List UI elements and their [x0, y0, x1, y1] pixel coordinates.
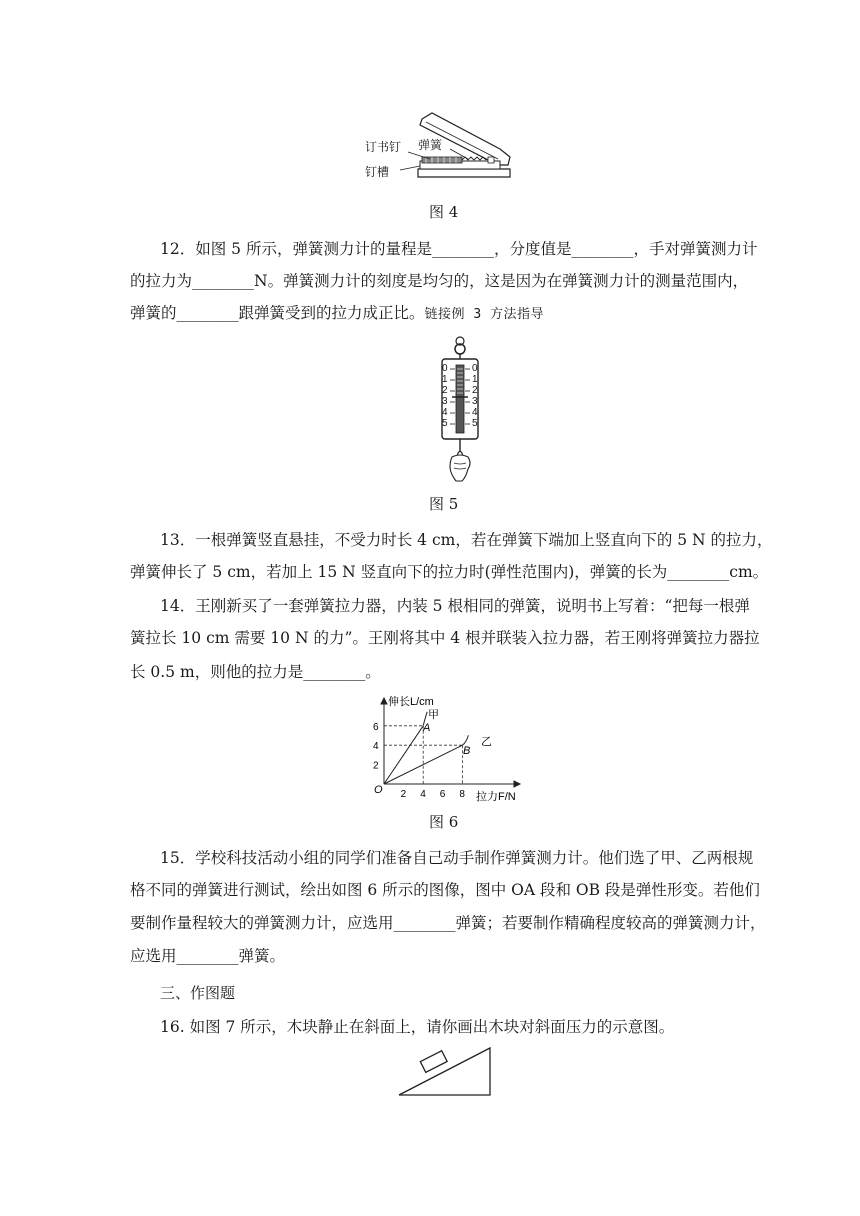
scale-label: 1	[472, 374, 478, 385]
x-tick-label: 2	[400, 789, 407, 800]
section-3-heading: 三、作图题	[160, 984, 236, 1002]
point-label-b: B	[463, 745, 471, 757]
x-axis-label: 拉力F/N	[476, 791, 516, 803]
wooden-block	[420, 1051, 447, 1073]
series-line-甲	[384, 726, 423, 784]
x-axis-arrow	[514, 781, 520, 787]
label-spring: 弹簧	[418, 138, 443, 152]
figure-7	[395, 1040, 495, 1100]
figure-6	[360, 690, 530, 805]
y-axis-label: 伸长L/cm	[388, 696, 434, 708]
q12-line1: 12．如图 5 所示，弹簧测力计的量程是________，分度值是________，手对弹簧测力计	[160, 240, 758, 258]
scale-label: 2	[472, 385, 478, 396]
x-tick-label: 6	[439, 789, 446, 800]
figure-6-chart	[360, 690, 530, 805]
y-tick-label: 2	[373, 760, 379, 772]
q16-line1: 16. 如图 7 所示，木块静止在斜面上，请你画出木块对斜面压力的示意图。	[160, 1018, 675, 1036]
spring-scale-illustration	[430, 335, 490, 485]
series-label-b: 乙	[481, 736, 492, 748]
scale-label: 1	[442, 374, 448, 385]
figure-4-caption: 图 4	[429, 203, 459, 221]
q14-line2: 簧拉长 10 cm 需要 10 N 的力”。王刚将其中 4 根并联装入拉力器，若王刚将弹簧拉力器拉	[130, 629, 760, 647]
y-tick-label: 6	[373, 721, 379, 733]
scale-label: 2	[442, 385, 448, 396]
q14-line1: 14．王刚新买了一套弹簧拉力器，内装 5 根相同的弹簧，说明书上写着：“把每一根弹	[160, 597, 750, 615]
q12-line3-text: 弹簧的________跟弹簧受到的拉力成正比。	[130, 304, 425, 322]
q15-line4: 应选用________弹簧。	[130, 947, 286, 965]
scale-label: 4	[442, 407, 448, 418]
q12-line2: 的拉力为________N。弹簧测力计的刻度是均匀的，这是因为在弹簧测力计的测量范围内，	[130, 272, 749, 290]
q15-line3: 要制作量程较大的弹簧测力计，应选用________弹簧；若要制作精确程度较高的弹簧测力计，	[130, 914, 766, 932]
q13-line1: 13．一根弹簧竖直悬挂，不受力时长 4 cm，若在弹簧下端加上竖直向下的 5 N 的拉力，	[160, 531, 773, 549]
scale-label: 5	[442, 418, 448, 429]
y-axis-arrow	[381, 698, 387, 704]
q15-line2: 格不同的弹簧进行测试，绘出如图 6 所示的图像，图中 OA 段和 OB 段是弹性形变。若他们	[130, 881, 760, 899]
figure-5	[430, 335, 490, 485]
incline-with-block	[395, 1040, 495, 1100]
scale-label: 3	[472, 396, 478, 407]
q12-hint-link[interactable]: 链接例 3 方法指导	[424, 307, 544, 322]
label-staple: 订书钉	[365, 140, 402, 154]
scale-label: 0	[472, 363, 478, 374]
q14-line3: 长 0.5 m，则他的拉力是________。	[130, 663, 381, 681]
x-tick-label: 8	[459, 789, 465, 800]
q15-line1: 15．学校科技活动小组的同学们准备自己动手制作弹簧测力计。他们选了甲、乙两根规	[160, 849, 754, 867]
q12-line3	[130, 303, 544, 325]
q13-line2: 弹簧伸长了 5 cm，若加上 15 N 竖直向下的拉力时(弹性范围内)，弹簧的长为________cm。	[130, 563, 769, 581]
label-groove: 钉槽	[365, 165, 390, 179]
scale-labels-right	[472, 363, 478, 429]
scale-label: 3	[442, 396, 448, 407]
scale-labels-left	[442, 363, 448, 429]
origin-label: O	[374, 784, 383, 796]
y-tick-label: 4	[373, 741, 379, 753]
figure-5-caption: 图 5	[429, 495, 459, 513]
x-tick-label: 4	[420, 789, 426, 800]
scale-label: 5	[472, 418, 478, 429]
scale-label: 4	[472, 407, 478, 418]
series-label-a: 甲	[428, 709, 439, 721]
scale-label: 0	[442, 363, 448, 374]
point-label-a: A	[423, 722, 431, 734]
figure-4	[360, 105, 530, 185]
figure-6-caption: 图 6	[429, 813, 459, 831]
series-tail-乙	[462, 735, 468, 745]
